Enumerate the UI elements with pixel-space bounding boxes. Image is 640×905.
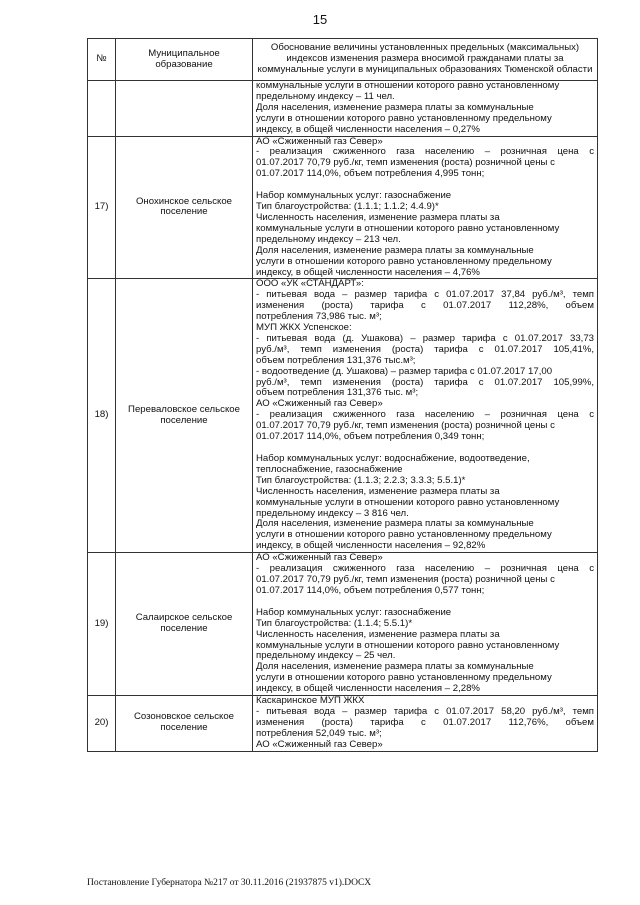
text-line: услуги в отношении которого равно установленному предельному bbox=[256, 113, 552, 124]
text-line: предельному индексу – 3 816 чел. bbox=[256, 508, 409, 519]
municipality-name: Салаирское сельское поселение bbox=[116, 553, 253, 696]
text-line: Численность населения, изменение размера платы за bbox=[256, 629, 500, 640]
page-number: 15 bbox=[312, 12, 328, 27]
text-line: изменения (роста) тарифа с 01.07.2017 112,76%, объем bbox=[256, 717, 594, 728]
text-line: 01.07.2017 70,79 руб./кг, темп изменения (роста) розничной цены с bbox=[256, 574, 555, 585]
table-row bbox=[88, 696, 598, 752]
text-line bbox=[256, 443, 594, 454]
text-line: коммунальные услуги в отношении которого равно установленному bbox=[256, 640, 560, 651]
text-line: коммунальные услуги в отношении которого равно установленному bbox=[256, 81, 560, 91]
text-line: Набор коммунальных услуг: водоснабжение, водоотведение, bbox=[256, 454, 530, 464]
text-line: АО «Сжиженный газ Север» bbox=[256, 739, 383, 750]
row-number bbox=[88, 81, 116, 137]
text-line: услуги в отношении которого равно установленному предельному bbox=[256, 256, 552, 267]
text-line: Доля населения, изменение размера платы за коммунальные bbox=[256, 662, 534, 673]
text-line: предельному индексу – 213 чел. bbox=[256, 234, 401, 245]
text-line: предельному индексу – 25 чел. bbox=[256, 651, 396, 662]
text-line: коммунальные услуги в отношении которого равно установленному bbox=[256, 497, 560, 508]
table-body bbox=[88, 81, 598, 752]
text-line: Тип благоустройства: (1.1.3; 2.2.3; 3.3.3; 5.5.1)* bbox=[256, 475, 466, 486]
text-line: потребления 73,986 тыс. м³; bbox=[256, 312, 382, 323]
text-line: МУП ЖКХ Успенское: bbox=[256, 323, 352, 334]
row-number: 18) bbox=[88, 279, 116, 553]
header-number: № bbox=[88, 39, 116, 81]
header-basis: Обоснование величины установленных предельных (максимальных) индексов изменения размера вносимой гражданами платы за коммунальные услуги в муниципальных образованиях Тюменской области bbox=[253, 39, 598, 81]
municipality-name: Созоновское сельское поселение bbox=[116, 696, 253, 752]
text-line: объем потребления 131,376 тыс. м³; bbox=[256, 388, 419, 399]
municipality-name bbox=[116, 81, 253, 137]
text-line: услуги в отношении которого равно установленному предельному bbox=[256, 530, 552, 541]
row-number: 17) bbox=[88, 136, 116, 279]
text-line: АО «Сжиженный газ Север» bbox=[256, 136, 383, 147]
basis-text bbox=[253, 136, 598, 279]
text-line: Тип благоустройства: (1.1.4; 5.5.1)* bbox=[256, 618, 413, 629]
row-number: 19) bbox=[88, 553, 116, 696]
text-line: предельному индексу – 11 чел. bbox=[256, 91, 395, 102]
basis-text bbox=[253, 696, 598, 752]
text-line: объем потребления 131,376 тыс.м³; bbox=[256, 355, 416, 366]
text-line: Доля населения, изменение размера платы за коммунальные bbox=[256, 245, 534, 256]
basis-text bbox=[253, 81, 598, 137]
municipality-name: Переваловское сельское поселение bbox=[116, 279, 253, 553]
table-row bbox=[88, 553, 598, 696]
text-line: 01.07.2017 114,0%, объем потребления 4,995 тонн; bbox=[256, 169, 485, 180]
text-line: руб./м³, темп изменения (роста) тарифа с 01.07.2017 105,41%, bbox=[256, 344, 594, 355]
text-line: Каскаринское МУП ЖКХ bbox=[256, 696, 365, 707]
text-line: Численность населения, изменение размера платы за bbox=[256, 212, 500, 223]
header-municipality: Муниципальное образование bbox=[116, 39, 253, 81]
text-line: коммунальные услуги в отношении которого равно установленному bbox=[256, 223, 560, 234]
text-line: индексу, в общей численности населения – 4,76% bbox=[256, 267, 480, 278]
text-line: 01.07.2017 70,79 руб./кг, темп изменения (роста) розничной цены с bbox=[256, 158, 555, 169]
table-row bbox=[88, 279, 598, 553]
text-line: услуги в отношении которого равно установленному предельному bbox=[256, 673, 552, 684]
text-line: ООО «УК «СТАНДАРТ»: bbox=[256, 279, 364, 290]
text-line: - реализация сжиженного газа населению – розничная цена с bbox=[256, 147, 594, 158]
text-line: 01.07.2017 114,0%, объем потребления 0,349 тонн; bbox=[256, 432, 485, 443]
text-line: потребления 52,049 тыс. м³; bbox=[256, 728, 382, 739]
text-line: Доля населения, изменение размера платы за коммунальные bbox=[256, 102, 534, 113]
text-line: Набор коммунальных услуг: газоснабжение bbox=[256, 191, 452, 202]
basis-text bbox=[253, 279, 598, 553]
tariff-table bbox=[87, 38, 598, 752]
text-line: АО «Сжиженный газ Север» bbox=[256, 553, 383, 564]
table-row bbox=[88, 136, 598, 279]
text-line: индексу, в общей численности населения – 92,82% bbox=[256, 541, 486, 552]
text-line bbox=[256, 180, 594, 191]
text-line bbox=[256, 597, 594, 608]
text-line: - питьевая вода (д. Ушакова) – размер тарифа с 01.07.2017 33,73 bbox=[256, 333, 594, 344]
text-line: - реализация сжиженного газа населению – розничная цена с bbox=[256, 410, 594, 421]
text-line: индексу, в общей численности населения – 0,27% bbox=[256, 124, 480, 135]
table-row bbox=[88, 81, 598, 137]
text-line: - питьевая вода – размер тарифа с 01.07.2017 58,20 руб./м³, темп bbox=[256, 706, 594, 717]
text-line: теплоснабжение, газоснабжение bbox=[256, 464, 403, 475]
text-line: АО «Сжиженный газ Север» bbox=[256, 399, 383, 410]
text-line: - водоотведение (д. Ушакова) – размер тарифа с 01.07.2017 17,00 bbox=[256, 366, 553, 377]
text-line: Доля населения, изменение размера платы за коммунальные bbox=[256, 519, 534, 530]
text-line: - питьевая вода – размер тарифа с 01.07.2017 37,84 руб./м³, темп bbox=[256, 290, 594, 301]
text-line: 01.07.2017 114,0%, объем потребления 0,577 тонн; bbox=[256, 585, 485, 596]
text-line: руб./м³, темп изменения (роста) тарифа с 01.07.2017 105,99%, bbox=[256, 377, 594, 388]
row-number: 20) bbox=[88, 696, 116, 752]
text-line: 01.07.2017 70,79 руб./кг, темп изменения (роста) розничной цены с bbox=[256, 421, 555, 432]
text-line: - реализация сжиженного газа населению – розничная цена с bbox=[256, 564, 594, 575]
table-header-row bbox=[88, 39, 598, 81]
text-line: Тип благоустройства: (1.1.1; 1.1.2; 4.4.9)* bbox=[256, 202, 439, 213]
text-line: Набор коммунальных услуг: газоснабжение bbox=[256, 607, 452, 618]
basis-text bbox=[253, 553, 598, 696]
text-line: Численность населения, изменение размера платы за bbox=[256, 486, 500, 497]
municipality-name: Онохинское сельское поселение bbox=[116, 136, 253, 279]
text-line: индексу, в общей численности населения – 2,28% bbox=[256, 684, 480, 695]
text-line: изменения (роста) тарифа с 01.07.2017 112,28%, объем bbox=[256, 301, 594, 312]
document-footer: Постановление Губернатора №217 от 30.11.2016 (21937875 v1).DOCX bbox=[87, 878, 372, 888]
